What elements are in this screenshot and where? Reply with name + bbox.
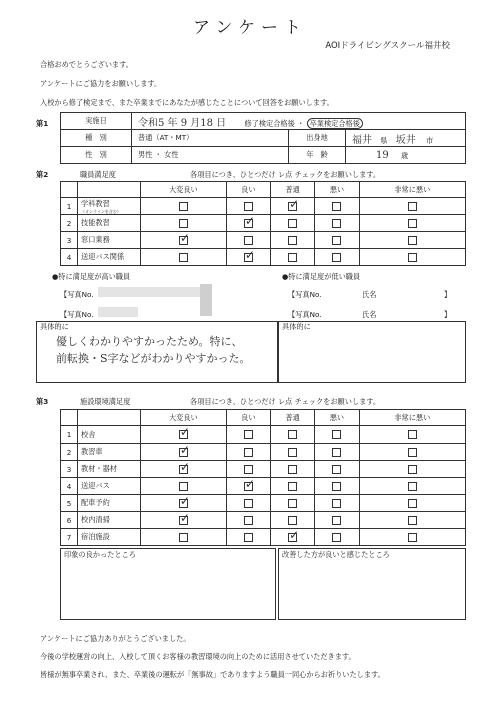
check-mark-icon: ✓ — [244, 247, 255, 262]
table-row — [61, 426, 466, 444]
rating-cell — [359, 198, 465, 215]
rating-checkbox[interactable] — [332, 533, 341, 542]
good-points-label: 印象の良かったところ — [64, 550, 136, 559]
origin-label: 出身地 — [289, 130, 346, 147]
low-bracket-2: 】 — [444, 310, 452, 319]
row-number: 3 — [61, 232, 78, 249]
row-number: 4 — [61, 478, 78, 495]
rating-checkbox[interactable] — [408, 448, 417, 457]
rating-checkbox[interactable] — [244, 499, 253, 508]
redacted-photo — [200, 284, 212, 316]
row-label-cell — [78, 215, 141, 232]
age-unit: 歳 — [401, 150, 409, 160]
rating-cell — [270, 512, 314, 529]
col-header-4: 非常に悪い — [359, 182, 465, 198]
rating-cell — [359, 478, 465, 495]
row-label: 送迎バス関係 — [81, 252, 125, 261]
row-label: 校舎 — [81, 429, 96, 439]
check-mark-icon: ✓ — [179, 442, 190, 457]
rating-cell — [359, 232, 465, 249]
row-label: 教習車 — [81, 447, 103, 456]
rating-cell — [315, 495, 359, 512]
table-row — [61, 249, 466, 266]
check-mark-icon: ✓ — [179, 230, 190, 245]
rating-cell — [359, 426, 465, 444]
rating-cell — [226, 232, 270, 249]
rating-cell — [141, 426, 227, 444]
col-header-3: 悪い — [315, 410, 359, 426]
footer-line-2: 今後の学校運営の向上、入校して頂くお客様の教習環境の向上のために活用させていただきます。 — [40, 652, 356, 661]
rating-checkbox[interactable] — [288, 253, 297, 262]
footer-line-3: 皆様が無事卒業され、また、卒業後の運転が「無事故」でありますよう職員一同心からお祈りいたします。 — [40, 670, 385, 679]
check-mark-icon: ✓ — [179, 459, 190, 474]
col-header-2: 普通 — [270, 182, 314, 198]
rating-cell — [141, 512, 227, 529]
rating-cell — [226, 198, 270, 215]
row-label-cell — [78, 529, 141, 546]
rating-cell — [315, 529, 359, 546]
high-staff-title: ●特に満足度が高い職員 — [52, 272, 131, 281]
rating-checkbox[interactable] — [332, 448, 341, 457]
rating-checkbox[interactable] — [179, 493, 190, 508]
low-reason-label: 具体的に — [282, 322, 311, 331]
check-mark-icon: ✓ — [244, 476, 255, 491]
rating-checkbox[interactable] — [408, 516, 417, 525]
rating-cell — [141, 198, 227, 215]
rating-checkbox[interactable] — [288, 499, 297, 508]
row-number: 3 — [61, 461, 78, 478]
table-row — [61, 512, 466, 529]
col-header-1: 良い — [226, 410, 270, 426]
row-number: 2 — [61, 215, 78, 232]
section1-number: 第1 — [36, 119, 49, 128]
pref-unit: 県 — [380, 135, 388, 145]
rating-checkbox[interactable] — [332, 236, 341, 245]
rating-checkbox[interactable] — [179, 482, 188, 491]
col-header-2: 普通 — [270, 410, 314, 426]
rating-checkbox[interactable] — [179, 442, 190, 457]
rating-checkbox[interactable] — [244, 516, 253, 525]
section2-number: 第2 — [36, 170, 49, 179]
check-mark-icon: ✓ — [244, 213, 255, 228]
rating-checkbox[interactable] — [244, 448, 253, 457]
low-bracket-1: 】 — [444, 290, 452, 299]
rating-cell — [226, 461, 270, 478]
low-photo-1: 【写真No. — [288, 290, 322, 299]
gender-label: 性 別 — [61, 147, 132, 164]
rating-cell — [226, 215, 270, 232]
date-label: 実施日 — [61, 113, 132, 130]
rating-cell — [359, 215, 465, 232]
low-staff-title: ●特に満足度が低い職員 — [282, 272, 361, 281]
rating-cell — [226, 478, 270, 495]
rating-checkbox[interactable] — [179, 533, 188, 542]
origin-pref[interactable]: 福井 — [352, 134, 372, 146]
rating-checkbox[interactable] — [288, 516, 297, 525]
row-number: 2 — [61, 444, 78, 461]
rating-checkbox[interactable] — [179, 425, 190, 440]
section3-title: 施設環境満足度 — [80, 397, 131, 406]
rating-checkbox[interactable] — [179, 459, 190, 474]
table-row — [61, 198, 466, 215]
rating-checkbox[interactable] — [332, 219, 341, 228]
row-label: 送迎バス — [81, 481, 110, 490]
row-number: 1 — [61, 198, 78, 215]
rating-checkbox[interactable] — [244, 247, 255, 262]
rating-checkbox[interactable] — [408, 219, 417, 228]
rating-checkbox[interactable] — [332, 482, 341, 491]
rating-cell — [315, 232, 359, 249]
rating-cell — [270, 444, 314, 461]
rating-checkbox[interactable] — [179, 230, 190, 245]
section2-title: 職員満足度 — [80, 170, 116, 179]
option-a[interactable]: 修了検定合格後 — [244, 118, 295, 128]
rating-cell — [359, 512, 465, 529]
high-reason-label: 具体的に — [40, 322, 69, 331]
redacted-name — [98, 287, 206, 297]
rating-checkbox[interactable] — [288, 219, 297, 228]
rating-cell — [315, 461, 359, 478]
row-number: 7 — [61, 529, 78, 546]
rating-cell — [315, 215, 359, 232]
rating-cell — [359, 461, 465, 478]
rating-checkbox[interactable] — [288, 430, 297, 439]
rating-cell — [359, 529, 465, 546]
rating-cell — [270, 461, 314, 478]
rating-checkbox[interactable] — [408, 533, 417, 542]
table-row — [61, 495, 466, 512]
row-label-cell — [78, 232, 141, 249]
rating-checkbox[interactable] — [288, 482, 297, 491]
col-header-4: 非常に悪い — [359, 410, 465, 426]
row-label-cell — [78, 512, 141, 529]
rating-checkbox[interactable] — [288, 465, 297, 474]
rating-cell — [226, 495, 270, 512]
check-mark-icon: ✓ — [289, 527, 300, 542]
footer-line-1: アンケートにご協力ありがとうございました。 — [40, 634, 191, 643]
rating-cell — [315, 426, 359, 444]
table-row — [61, 529, 466, 546]
row-label: 校内清掃 — [81, 515, 110, 524]
rating-checkbox[interactable] — [288, 527, 300, 542]
row-label: 配車予約 — [81, 498, 110, 507]
check-mark-icon: ✓ — [179, 510, 190, 525]
table-row — [61, 461, 466, 478]
rating-checkbox[interactable] — [179, 202, 188, 211]
option-b[interactable]: 卒業検定合格後 — [307, 118, 363, 129]
rating-cell — [315, 444, 359, 461]
rating-cell — [359, 249, 465, 266]
row-label-cell — [78, 478, 141, 495]
rating-checkbox[interactable] — [408, 202, 417, 211]
rating-cell — [315, 198, 359, 215]
age-value[interactable]: 19 — [376, 149, 389, 161]
row-number: 1 — [61, 426, 78, 444]
rating-checkbox[interactable] — [179, 253, 188, 262]
redacted-name — [98, 307, 138, 317]
row-label: 窓口業務 — [81, 235, 110, 244]
high-photo-1: 【写真No. — [60, 290, 94, 299]
rating-cell — [315, 478, 359, 495]
date-row — [132, 113, 466, 130]
type-label: 種 別 — [61, 130, 132, 147]
rating-cell — [226, 512, 270, 529]
origin-value — [346, 130, 466, 147]
rating-cell — [226, 444, 270, 461]
table-row — [61, 232, 466, 249]
section3-number: 第3 — [36, 397, 49, 406]
rating-checkbox[interactable] — [244, 476, 255, 491]
header-no — [61, 182, 78, 198]
rating-checkbox[interactable] — [179, 219, 188, 228]
rating-cell — [141, 444, 227, 461]
rating-cell — [359, 495, 465, 512]
high-reason-text: 優しくわかりやすかったため。特に、 前転換・S字などがわかりやすかった。 — [56, 335, 251, 365]
rating-cell — [270, 426, 314, 444]
row-number: 5 — [61, 495, 78, 512]
option-dot: ・ — [297, 118, 305, 128]
rating-checkbox[interactable] — [244, 213, 255, 228]
type-value[interactable]: 普通（AT・MT） — [132, 130, 289, 147]
rating-cell — [141, 478, 227, 495]
rating-checkbox[interactable] — [332, 499, 341, 508]
rating-cell — [270, 495, 314, 512]
rating-checkbox[interactable] — [244, 202, 253, 211]
row-label-cell — [78, 461, 141, 478]
rating-checkbox[interactable] — [408, 236, 417, 245]
rating-checkbox[interactable] — [332, 202, 341, 211]
low-name-2: 氏名 — [362, 310, 377, 319]
row-label-cell — [78, 444, 141, 461]
section3-instruction: 各項目につき、ひとつだけ レ点 チェックをお願いします。 — [190, 397, 381, 406]
rating-checkbox[interactable] — [408, 482, 417, 491]
rating-cell — [141, 215, 227, 232]
rating-checkbox[interactable] — [288, 236, 297, 245]
check-mark-icon: ✓ — [289, 196, 300, 211]
header-item — [78, 410, 141, 426]
rating-checkbox[interactable] — [244, 236, 253, 245]
profile-table — [60, 112, 466, 164]
col-header-1: 良い — [226, 182, 270, 198]
origin-city[interactable]: 坂井 — [395, 134, 416, 146]
col-header-0: 大変良い — [141, 182, 227, 198]
rating-cell — [315, 249, 359, 266]
rating-cell — [226, 426, 270, 444]
section2-instruction: 各項目につき、ひとつだけ レ点 チェックをお願いします。 — [190, 170, 381, 179]
rating-cell — [270, 249, 314, 266]
gender-value[interactable]: 男性 ・ 女性 — [132, 147, 289, 164]
rating-checkbox[interactable] — [244, 533, 253, 542]
row-label-cell — [78, 426, 141, 444]
row-label-cell — [78, 495, 141, 512]
row-label: 技能教習 — [81, 218, 110, 227]
row-number: 4 — [61, 249, 78, 266]
rating-cell — [141, 461, 227, 478]
row-label: 学科教習 — [81, 198, 110, 208]
rating-cell — [315, 512, 359, 529]
row-label: 教材・器材 — [81, 464, 117, 473]
rating-checkbox[interactable] — [332, 430, 341, 439]
staff-table — [60, 181, 466, 266]
check-mark-icon: ✓ — [179, 425, 190, 440]
row-number: 6 — [61, 512, 78, 529]
age-cell — [346, 147, 466, 164]
row-label-cell — [78, 198, 141, 215]
age-label: 年 齢 — [289, 147, 346, 164]
city-unit: 市 — [426, 135, 434, 145]
school-name: AOIドライビングスクール福井校 — [325, 41, 450, 51]
rating-checkbox[interactable] — [244, 465, 253, 474]
rating-checkbox[interactable] — [332, 465, 341, 474]
facility-table — [60, 409, 466, 546]
rating-cell — [270, 198, 314, 215]
rating-checkbox[interactable] — [179, 510, 190, 525]
row-label: 宿泊施設 — [81, 532, 110, 541]
row-sublabel: （オンラインを含む） — [81, 208, 121, 214]
rating-checkbox[interactable] — [408, 430, 417, 439]
rating-checkbox[interactable] — [408, 253, 417, 262]
rating-checkbox[interactable] — [408, 465, 417, 474]
greeting-line-2: アンケートにご協力をお願いします。 — [40, 79, 162, 88]
greeting-line-1: 合格おめでとうございます。 — [40, 60, 133, 69]
table-row — [61, 215, 466, 232]
rating-cell — [270, 215, 314, 232]
high-photo-2: 【写真No. — [60, 310, 94, 319]
rating-checkbox[interactable] — [288, 196, 300, 211]
rating-cell — [141, 232, 227, 249]
rating-checkbox[interactable] — [288, 448, 297, 457]
table-row — [61, 478, 466, 495]
page-title: アンケート — [193, 18, 307, 38]
rating-cell — [141, 249, 227, 266]
rating-checkbox[interactable] — [244, 430, 253, 439]
rating-cell — [141, 495, 227, 512]
check-mark-icon: ✓ — [179, 493, 190, 508]
rating-cell — [141, 529, 227, 546]
date-value[interactable]: 令和5 年 9 月18 日 — [138, 117, 227, 129]
improve-points-label: 改善した方が良いと感じたところ — [282, 550, 390, 559]
rating-cell — [270, 232, 314, 249]
row-label-cell — [78, 249, 141, 266]
header-no — [61, 410, 78, 426]
rating-cell — [270, 529, 314, 546]
rating-cell — [226, 529, 270, 546]
rating-cell — [359, 444, 465, 461]
rating-cell — [226, 249, 270, 266]
low-name-1: 氏名 — [362, 290, 377, 299]
table-row — [61, 444, 466, 461]
header-item — [78, 182, 141, 198]
col-header-0: 大変良い — [141, 410, 227, 426]
rating-checkbox[interactable] — [332, 253, 341, 262]
rating-cell — [270, 478, 314, 495]
rating-checkbox[interactable] — [332, 516, 341, 525]
col-header-3: 悪い — [315, 182, 359, 198]
rating-checkbox[interactable] — [408, 499, 417, 508]
greeting-line-3: 入校から修了検定まで、また卒業までにあなたが感じたことについて回答をお願いします。 — [40, 98, 334, 107]
low-photo-2: 【写真No. — [288, 310, 322, 319]
